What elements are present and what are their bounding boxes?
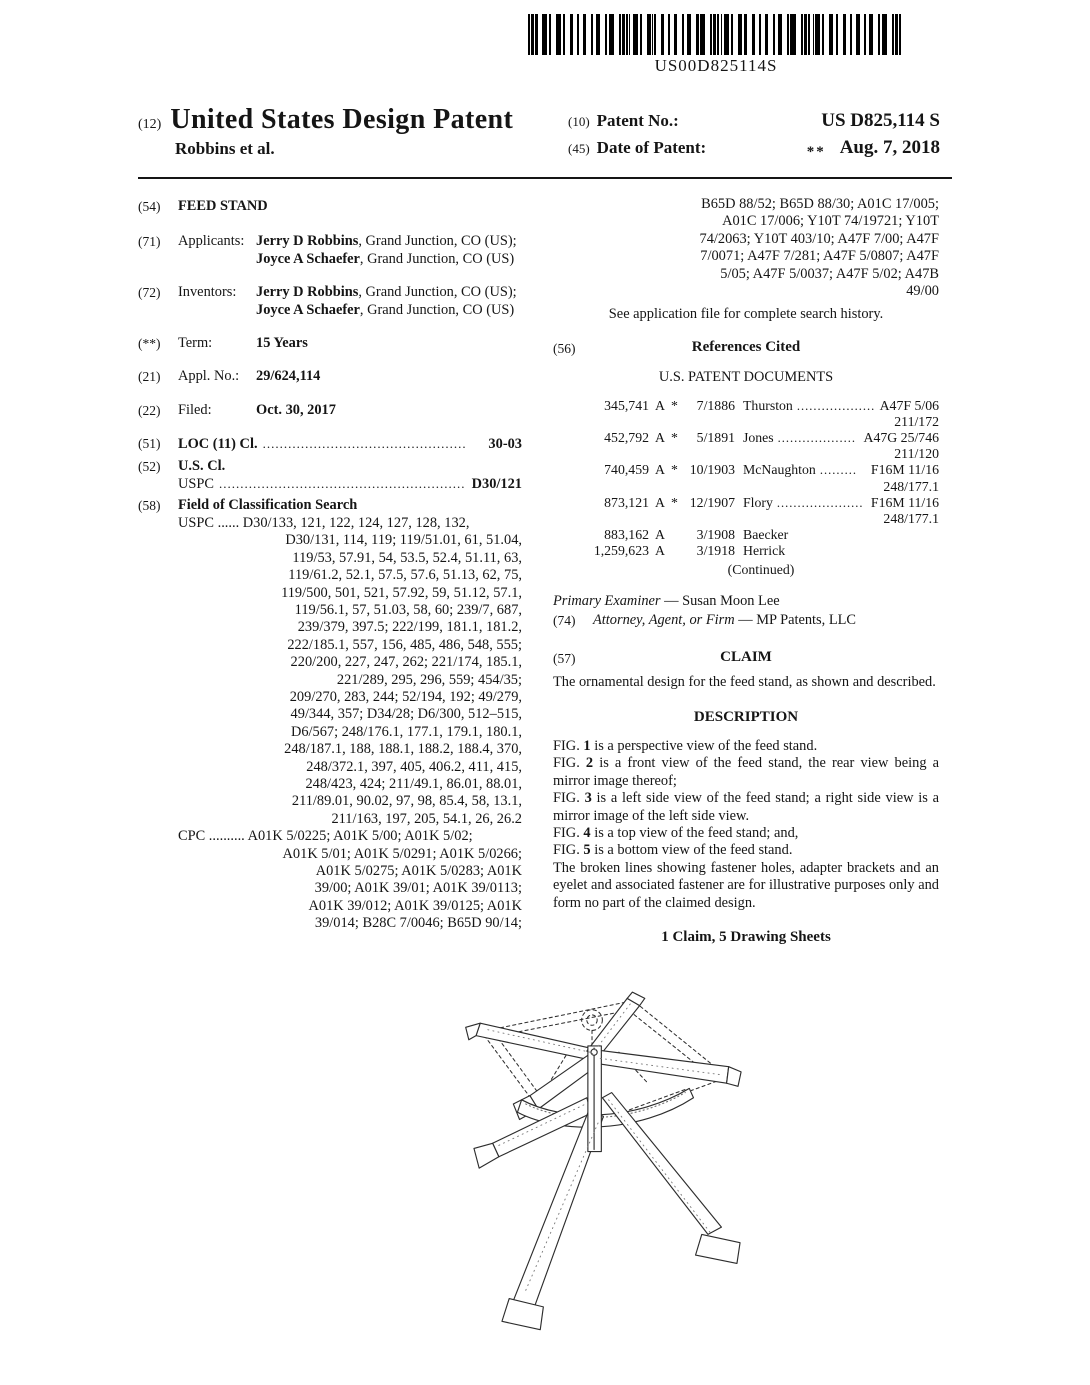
applicants-label: Applicants:	[178, 233, 245, 250]
cpc-search-list	[178, 828, 522, 932]
right-column	[553, 196, 939, 946]
description-heading: DESCRIPTION	[693, 708, 799, 725]
reference-class-continuation: 248/177.1	[883, 511, 939, 527]
description-paragraph: FIG. 5 is a bottom view of the feed stand.	[553, 842, 793, 859]
reference-row: 883,162 A 3/1908 Baecker	[604, 527, 789, 543]
reference-class-continuation: 248/177.1	[883, 478, 939, 494]
uspc-search-line: 239/379, 397.5; 222/199, 181.1, 181.2,	[297, 619, 522, 636]
invention-title: FEED STAND	[178, 198, 268, 214]
inventors-item	[138, 284, 522, 319]
term-item	[138, 335, 522, 352]
inid-56: (56)	[553, 340, 576, 356]
figure-1-feed-stand-drawing	[385, 988, 857, 1340]
claim-text: The ornamental design for the feed stand, as shown and described.	[553, 674, 936, 691]
description-paragraph: FIG. 4 is a top view of the feed stand; and,	[553, 824, 799, 841]
inid-code-45: (45)	[568, 141, 590, 156]
uspc-search-line: USPC ...... D30/133, 121, 122, 124, 127, 128, 132,	[178, 514, 470, 531]
uspc-search-line: D30/131, 114, 119; 119/51.01, 61, 51.04,	[285, 532, 522, 549]
uspc-search-line: 211/163, 197, 205, 54.1, 26, 26.2	[331, 810, 522, 827]
patent-date: Aug. 7, 2018	[839, 137, 940, 158]
uspc-value: D30/121	[471, 476, 522, 493]
cpc-continuation-line: 5/05; A47F 5/0037; A47F 5/02; A47B	[720, 265, 939, 282]
primary-examiner-line: Primary Examiner — Susan Moon Lee	[553, 592, 780, 609]
filed-item	[138, 402, 522, 419]
barcode-number: US00D825114S	[654, 56, 778, 75]
inid-code-10: (10)	[568, 114, 590, 129]
cpc-continuation-list	[553, 196, 939, 300]
loc-class-item	[138, 435, 522, 453]
cpc-continuation-line: 74/2063; Y10T 403/10; A47F 7/00; A47F	[699, 230, 939, 247]
header-divider	[138, 177, 952, 179]
uspc-search-line: 119/61.2, 52.1, 57.5, 57.6, 51.13, 62, 75,	[288, 567, 522, 584]
term-value: 15 Years	[256, 335, 308, 352]
description-paragraph: FIG. 3 is a left side view of the feed stand; a right side view is a mirror image of the left side view.	[553, 790, 939, 824]
uspc-search-line: D6/567; 248/176.1, 177.1, 179.1, 180.1,	[290, 723, 522, 740]
term-label: Term:	[178, 335, 213, 352]
inid-71: (71)	[138, 234, 161, 250]
claim-heading: (57) CLAIM	[553, 648, 772, 666]
references-cited-heading: (56) References Cited	[553, 338, 801, 356]
uspc-search-line: 248/187.1, 188, 188.1, 188.2, 188.4, 370,	[284, 741, 522, 758]
inid-51: (51)	[138, 436, 161, 452]
cpc-search-line: A01K 39/012; A01K 39/0125; A01K	[308, 897, 522, 914]
inid-57: (57)	[553, 650, 576, 666]
cpc-search-line: 39/014; B28C 7/0046; B65D 90/14;	[314, 915, 522, 932]
references-table	[553, 398, 939, 578]
cpc-continuation-line: A01C 17/006; Y10T 74/19721; Y10T	[722, 213, 939, 230]
reference-row: 345,741 A * 7/1886 Thurston ................... A47F 5/06	[604, 397, 939, 413]
inid-52: (52)	[138, 458, 161, 474]
loc-value: 30-03	[488, 436, 522, 453]
appl-no-value: 29/624,114	[256, 368, 321, 385]
reference-row: 740,459 A * 10/1903 McNaughton ......... F16M 11/16	[604, 462, 939, 478]
left-column	[138, 198, 522, 933]
cpc-search-line: A01K 5/0275; A01K 5/0283; A01K	[315, 863, 522, 879]
cpc-search-line: A01K 5/01; A01K 5/0291; A01K 5/0266;	[282, 845, 522, 862]
attorney-line: (74) Attorney, Agent, or Firm — MP Patents, LLC	[553, 612, 857, 629]
reference-row: 452,792 A * 5/1891 Jones ................... A47G 25/746	[604, 430, 939, 446]
us-patent-documents-heading: U.S. PATENT DOCUMENTS	[658, 369, 834, 386]
inid-72: (72)	[138, 285, 161, 301]
description-paragraph: The broken lines showing fastener holes, adapter brackets and an eyelet and associated fastener are for illustrative purposes only and form no part of the claimed design.	[553, 859, 939, 911]
document-type-title: United States Design Patent	[170, 104, 514, 135]
us-class-item	[138, 458, 522, 494]
cpc-continuation-line: 7/0071; A47F 7/281; A47F 5/0807; A47F	[700, 248, 939, 265]
application-number-item	[138, 368, 522, 385]
cpc-search-line: CPC .......... A01K 5/0225; A01K 5/00; A01K 5/02;	[178, 828, 473, 845]
barcode-block	[528, 14, 904, 76]
uspc-search-line: 221/289, 295, 296, 559; 454/35;	[336, 671, 522, 688]
patent-number: US D825,114 S	[821, 110, 940, 131]
patent-no-label: Patent No.:	[596, 111, 679, 130]
kind-code-12: (12)	[138, 117, 162, 132]
first-named-party: Robbins et al.	[175, 139, 275, 158]
inid-74: (74)	[553, 613, 576, 629]
inid-54: (54)	[138, 199, 161, 214]
uspc-search-line: 211/89.01, 90.02, 97, 98, 85.4, 58, 13.1,	[291, 793, 522, 810]
uspc-sub-label: USPC	[178, 476, 214, 493]
invention-title-item	[138, 198, 522, 215]
uspc-search-line: 119/53, 57.91, 54, 53.5, 52.4, 51.11, 63,	[292, 549, 522, 566]
uspc-search-line: 248/372.1, 397, 405, 406.2, 411, 415,	[306, 758, 522, 775]
reference-class-continuation: 211/120	[894, 446, 939, 462]
reference-row: 1,259,623 A 3/1918 Herrick	[593, 543, 786, 559]
uspc-search-line: 119/56.1, 57, 51.03, 58, 60; 239/7, 687,	[294, 601, 522, 618]
barcode-icon	[528, 14, 904, 55]
header-left	[138, 104, 578, 159]
uspc-search-list	[178, 515, 522, 828]
reference-class-continuation: 211/172	[894, 413, 939, 429]
appl-no-label: Appl. No.:	[178, 368, 240, 385]
filed-value: Oct. 30, 2017	[256, 401, 336, 418]
uspc-search-line: 119/500, 501, 521, 57.92, 59, 51.12, 57.1,	[281, 584, 522, 601]
inid-21: (21)	[138, 369, 161, 385]
header-right	[568, 110, 940, 164]
inid-58: (58)	[138, 498, 161, 514]
dot-leader: ................................................	[262, 436, 467, 452]
inid-22: (22)	[138, 402, 161, 418]
cpc-search-line: 39/00; A01K 39/01; A01K 39/0113;	[314, 880, 522, 897]
filed-label: Filed:	[178, 401, 212, 418]
description-paragraph: FIG. 1 is a perspective view of the feed stand.	[553, 737, 818, 754]
date-of-patent-label: Date of Patent:	[596, 138, 707, 157]
uspc-search-line: 222/185.1, 557, 156, 485, 486, 548, 555;	[287, 636, 522, 653]
uspc-search-line: 248/423, 424; 211/49.1, 86.01, 88.01,	[305, 775, 522, 792]
description-paragraph: FIG. 2 is a front view of the feed stand, the rear view being a mirror image thereof;	[553, 755, 940, 789]
loc-label: LOC (11) Cl.	[178, 436, 258, 453]
claims-sheets-summary: 1 Claim, 5 Drawing Sheets	[661, 928, 831, 945]
references-continued-note: (Continued)	[727, 561, 795, 577]
cpc-continuation-line: 49/00	[906, 283, 939, 300]
uspc-search-line: 209/270, 283, 244; 52/194, 192; 49/279,	[289, 688, 522, 705]
field-of-search-label: Field of Classification Search	[178, 497, 358, 514]
inventors-label: Inventors:	[178, 284, 237, 301]
uspc-search-line: 49/344, 357; D34/28; D6/300, 512–515,	[290, 706, 522, 723]
applicants-item	[138, 233, 522, 268]
applicants-names: Jerry D Robbins, Grand Junction, CO (US); Joyce A Schaefer, Grand Junction, CO (US)	[256, 233, 517, 267]
field-of-search-item	[138, 497, 522, 932]
see-application-note: See application file for complete search history.	[608, 306, 884, 323]
inventors-names: Jerry D Robbins, Grand Junction, CO (US); Joyce A Schaefer, Grand Junction, CO (US)	[256, 284, 517, 318]
feed-stand-line-art	[385, 988, 857, 1340]
uspc-search-line: 220/200, 227, 247, 262; 221/174, 185.1,	[290, 654, 522, 671]
dot-leader: ..........................................................	[219, 476, 466, 492]
reference-row: 873,121 A * 12/1907 Flory ..................... F16M 11/16	[604, 494, 939, 510]
term-extension-marker: **	[806, 144, 826, 160]
uscl-label: U.S. Cl.	[178, 457, 226, 474]
inid-term: (**)	[138, 336, 161, 352]
cpc-continuation-line: B65D 88/52; B65D 88/30; A01C 17/005;	[701, 196, 939, 212]
